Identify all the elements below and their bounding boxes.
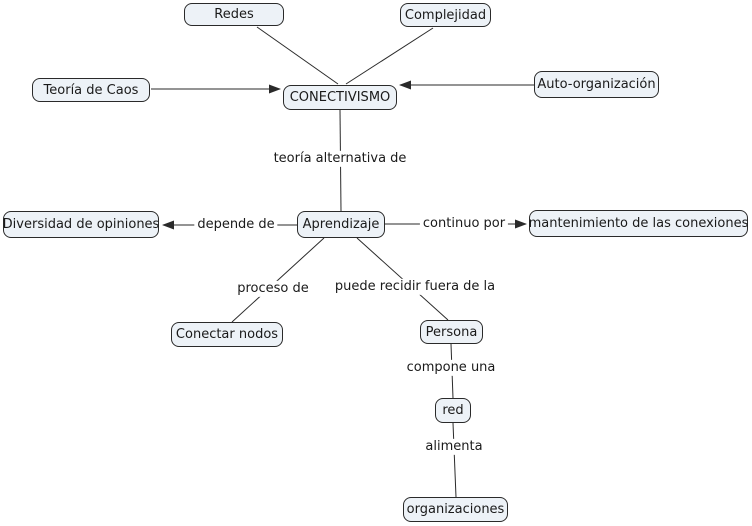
edge-label-compone-una[interactable]: compone una xyxy=(404,360,499,376)
edge-red-to-organizaciones xyxy=(453,423,456,497)
edge-label-teoria-alternativa-de[interactable]: teoría alternativa de xyxy=(271,151,410,167)
node-complejidad[interactable]: Complejidad xyxy=(400,3,491,27)
edge-complejidad-to-conectivismo xyxy=(346,28,433,84)
node-redes[interactable]: Redes xyxy=(184,3,284,26)
node-organizaciones[interactable]: organizaciones xyxy=(403,497,508,522)
node-teoria-de-caos[interactable]: Teoría de Caos xyxy=(32,78,150,102)
node-persona[interactable]: Persona xyxy=(420,320,483,344)
edge-label-depende-de[interactable]: depende de xyxy=(194,217,277,233)
node-aprendizaje[interactable]: Aprendizaje xyxy=(297,211,385,238)
edge-label-alimenta[interactable]: alimenta xyxy=(422,439,485,455)
node-auto-organizacion[interactable]: Auto-organización xyxy=(534,71,659,98)
node-red[interactable]: red xyxy=(435,398,471,423)
edge-label-puede-recidir-fuera-de-la[interactable]: puede recidir fuera de la xyxy=(332,279,498,295)
node-diversidad-de-opiniones[interactable]: Diversidad de opiniones xyxy=(3,211,159,238)
node-conectar-nodos[interactable]: Conectar nodos xyxy=(171,322,283,347)
edge-label-continuo-por[interactable]: continuo por xyxy=(420,216,508,232)
edge-redes-to-conectivismo xyxy=(257,27,338,84)
edge-label-proceso-de[interactable]: proceso de xyxy=(234,281,312,297)
node-mantenimiento-de-las-conexiones[interactable]: mantenimiento de las conexiones xyxy=(529,210,748,237)
node-conectivismo[interactable]: CONECTIVISMO xyxy=(283,85,397,110)
